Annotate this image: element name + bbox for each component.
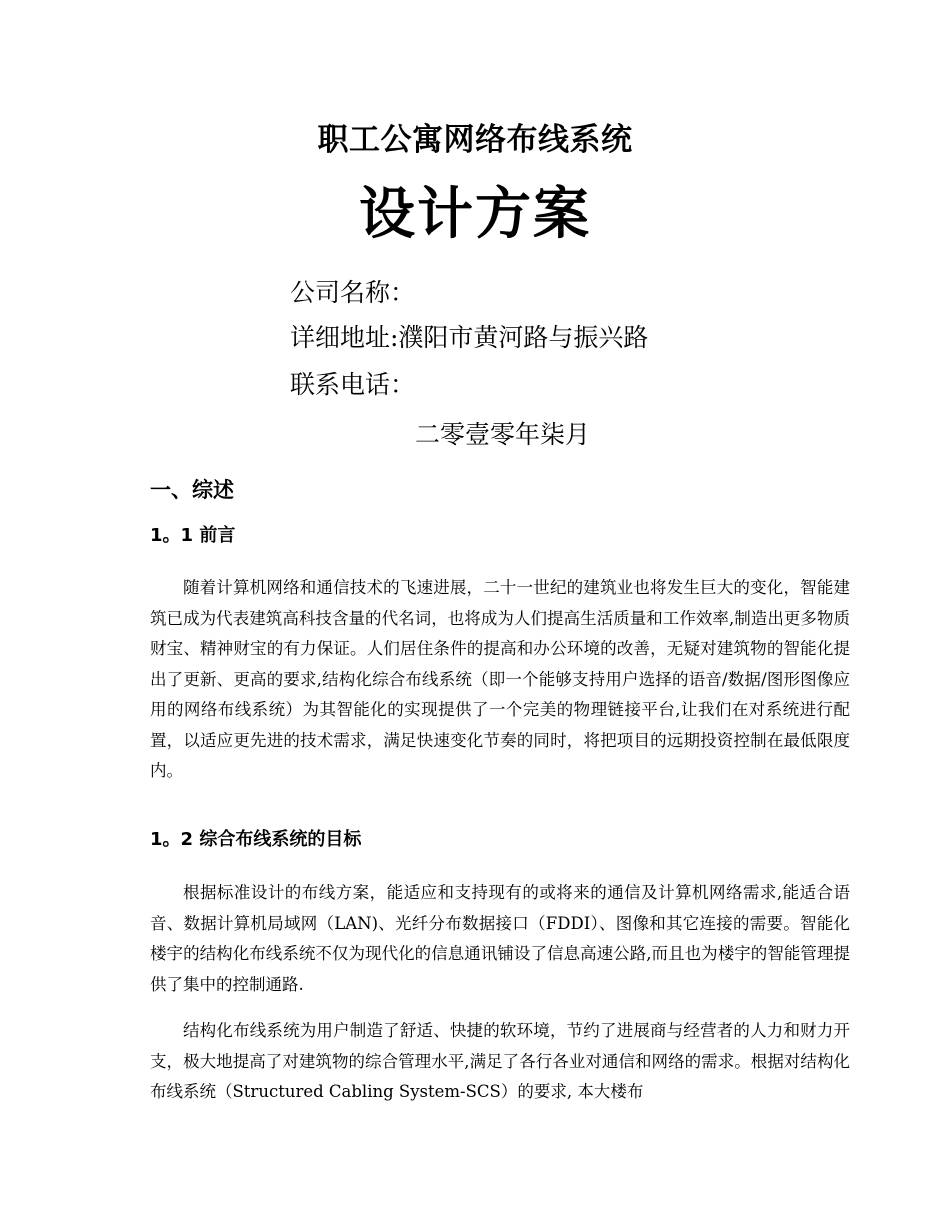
document-title-line1: 职工公寓网络布线系统 bbox=[317, 122, 633, 158]
phone-line: 联系电话： bbox=[290, 370, 416, 399]
section-heading-overview: 一、综述 bbox=[150, 478, 234, 502]
preface-paragraph: 随着计算机网络和通信技术的飞速进展，二十一世纪的建筑业也将发生巨大的变化，智能建筑已成为代表建筑高科技含量的代名词，也将成为人们提高生活质量和工作效率,制造出更多物质财宝、精神财宝的有力保证。人们居住条件的提高和办公环境的改善，无疑对建筑物的智能化提出了更新、更高的要求,结构化综合布线系统（即一个能够支持用户选择的语音/数据/图形图像应用的网络布线系统）为其智能化的实现提供了一个完美的物理链接平台,让我们在对系统进行配置，以适应更先进的技术需求，满足快速变化节奏的同时，将把项目的远期投资控制在最低限度内。 bbox=[150, 578, 850, 780]
company-name-line: 公司名称： bbox=[290, 278, 416, 307]
subsection-heading-goals: 1。2 综合布线系统的目标 bbox=[150, 829, 362, 850]
goals-paragraph-1: 根据标准设计的布线方案，能适应和支持现有的或将来的通信及计算机网络需求,能适合语音、数据计算机局域网（LAN)、光纤分布数据接口（FDDI）、图像和其它连接的需要。智能化楼宇的结构化布线系统不仅为现代化的信息通讯铺设了信息高速公路,而且也为楼宇的智能管理提供了集中的控制通路. bbox=[150, 883, 850, 994]
subsection-heading-preface: 1。1 前言 bbox=[150, 525, 236, 546]
date-line: 二零壹零年柒月 bbox=[415, 420, 591, 449]
document-title-line2: 设计方案 bbox=[359, 182, 591, 247]
address-line: 详细地址:濮阳市黄河路与振兴路 bbox=[290, 323, 649, 352]
goals-paragraph-2: 结构化布线系统为用户制造了舒适、快捷的软环境，节约了进展商与经营者的人力和财力开支，极大地提高了对建筑物的综合管理水平,满足了各行各业对通信和网络的需求。根据对结构化布线系统（Structured Cabling System-SCS）的要求, 本大楼布 bbox=[150, 1021, 850, 1101]
